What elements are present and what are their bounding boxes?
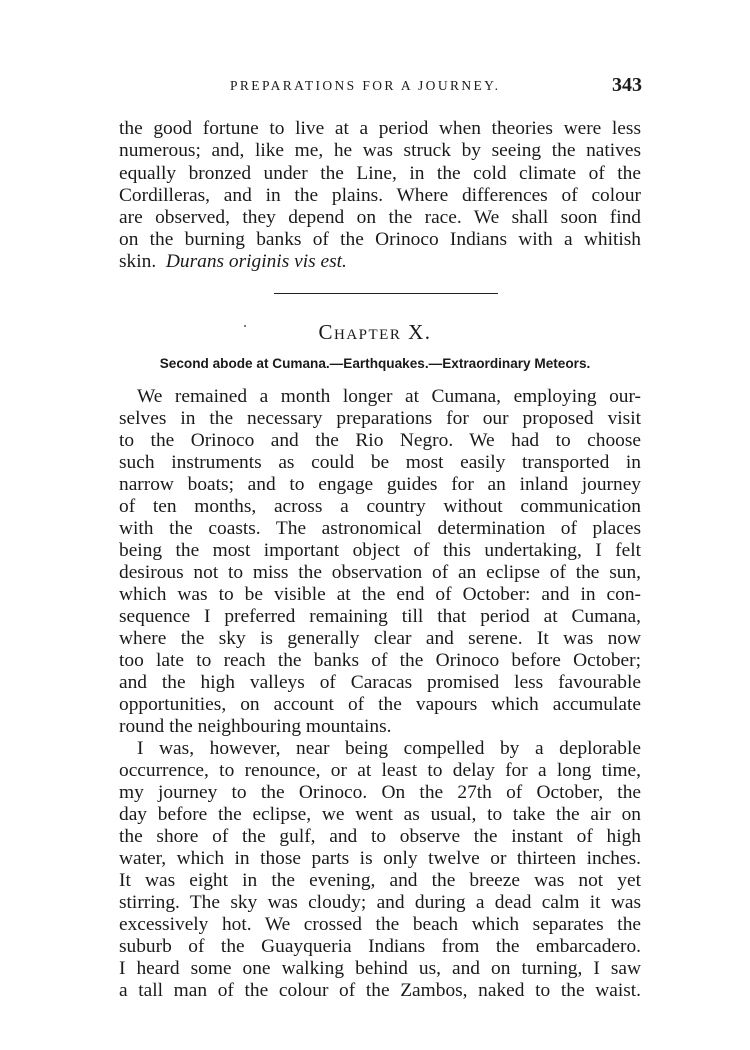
text-line: and the high valleys of Caracas promised less favourable: [119, 672, 641, 693]
text-line: I heard some one walking behind us, and on turning, I saw: [119, 958, 641, 979]
text-line: Cordilleras, and in the plains. Where differences of colour: [119, 185, 641, 206]
text-line: the shore of the gulf, and to observe the instant of high: [119, 826, 641, 847]
text-line: I was, however, near being compelled by a deplorable: [137, 738, 641, 759]
page-number: 343: [612, 74, 642, 96]
chapter-summary: Second abode at Cumana.—Earthquakes.—Extraordinary Meteors.: [159, 356, 591, 371]
text-line: It was eight in the evening, and the breeze was not yet: [119, 870, 641, 891]
running-title: PREPARATIONS FOR A JOURNEY.: [230, 78, 501, 93]
text-line: stirring. The sky was cloudy; and during a dead calm it was: [119, 892, 641, 913]
latin-quote: Durans originis vis est.: [165, 251, 347, 272]
text-line: equally bronzed under the Line, in the cold climate of the: [119, 163, 641, 184]
text-line: are observed, they depend on the race. We shall soon find: [119, 207, 641, 228]
text-line: opportunities, on account of the vapours which accumulate: [119, 694, 641, 715]
section-divider: [274, 293, 498, 294]
text-line: [119, 251, 641, 273]
chapter-heading: Chapter X.: [318, 320, 432, 344]
text-line: on the burning banks of the Orinoco Indians with a whitish: [119, 229, 641, 250]
text-line: such instruments as could be most easily transported in: [119, 452, 641, 473]
text-line: with the coasts. The astronomical determination of places: [119, 518, 641, 539]
text-line: my journey to the Orinoco. On the 27th of October, the: [119, 782, 641, 803]
text-line-start: skin.: [119, 251, 157, 272]
text-line: too late to reach the banks of the Orinoco before October;: [119, 650, 641, 671]
text-line: the good fortune to live at a period when theories were less: [119, 118, 641, 139]
text-line: suburb of the Guayqueria Indians from the embarcadero.: [119, 936, 641, 957]
text-line: water, which in those parts is only twelve or thirteen inches.: [119, 848, 641, 869]
text-line: narrow boats; and to engage guides for an inland journey: [119, 474, 641, 495]
text-line: numerous; and, like me, he was struck by seeing the natives: [119, 140, 641, 161]
text-line: sequence I preferred remaining till that period at Cumana,: [119, 606, 641, 627]
text-line: selves in the necessary preparations for our proposed visit: [119, 408, 641, 429]
running-head: [118, 76, 642, 102]
text-line: of ten months, across a country without communication: [119, 496, 641, 517]
text-line: which was to be visible at the end of October: and in con-: [119, 584, 641, 605]
text-line: day before the eclipse, we went as usual, to take the air on: [119, 804, 641, 825]
text-line: to the Orinoco and the Rio Negro. We had to choose: [119, 430, 641, 451]
text-line: round the neighbouring mountains.: [119, 716, 392, 737]
text-line: being the most important object of this undertaking, I felt: [119, 540, 641, 561]
text-line: desirous not to miss the observation of an eclipse of the sun,: [119, 562, 641, 583]
text-line: We remained a month longer at Cumana, employing our-: [137, 386, 641, 407]
text-line: a tall man of the colour of the Zambos, naked to the waist.: [119, 980, 641, 1001]
text-line: excessively hot. We crossed the beach which separates the: [119, 914, 641, 935]
text-line: occurrence, to renounce, or at least to delay for a long time,: [119, 760, 641, 781]
text-line: where the sky is generally clear and serene. It was now: [119, 628, 641, 649]
